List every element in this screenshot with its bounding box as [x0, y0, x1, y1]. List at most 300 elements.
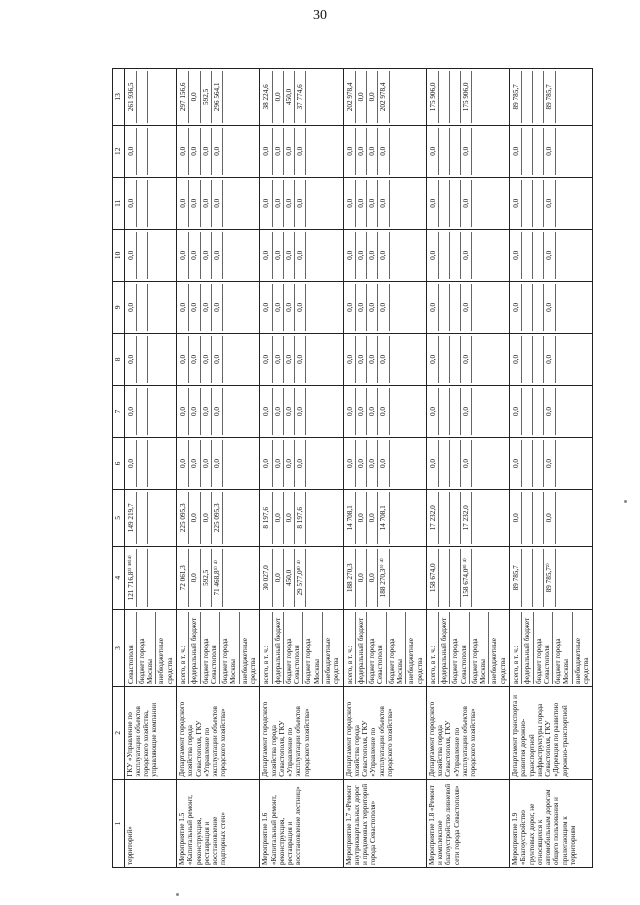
amount-value: 0,0	[511, 388, 522, 435]
amount-cell	[510, 333, 593, 385]
amount-value	[450, 284, 461, 331]
amount-value	[390, 232, 400, 279]
amount-value	[450, 388, 461, 435]
amount-value: 0,0	[461, 128, 472, 175]
amount-cell	[510, 281, 593, 333]
amount-cell	[124, 333, 176, 385]
measure-name-cell: Мероприятие 1.6 «Капитальный ремонт, реконструкция, реставрация и восстановление лестниц»	[260, 779, 343, 867]
amount-cell	[343, 437, 426, 489]
amount-cell	[177, 385, 260, 437]
amount-value: 0,0	[201, 336, 212, 383]
amount-value: 0,0	[367, 128, 378, 175]
amount-value	[522, 71, 533, 123]
amount-value: 121 716,8³⁾ ¹⁸⁾⁴⁾	[126, 549, 137, 607]
responsible-cell: Департамент городского хозяйства города Севастополя, ГКУ «Управление по эксплуатации объектов городского хозяйства»	[343, 686, 426, 779]
amount-value	[450, 232, 461, 279]
funding-source-line: бюджет города Москвы	[387, 612, 407, 684]
amount-value: 0,0	[261, 180, 272, 227]
amount-value: 592,5	[201, 549, 212, 607]
amount-value	[306, 336, 316, 383]
amount-value: 0,0	[273, 232, 284, 279]
amount-value	[390, 388, 400, 435]
amount-value: 0,0	[544, 336, 555, 383]
amount-value	[556, 71, 566, 123]
amount-value: 0,0	[428, 128, 439, 175]
page-number: 30	[313, 8, 327, 23]
amount-value: 0,0	[461, 180, 472, 227]
amount-value: 0,0	[284, 388, 295, 435]
amount-value: 0,0	[273, 388, 284, 435]
amount-value	[472, 284, 482, 331]
amount-value: 0,0	[428, 232, 439, 279]
amount-value: 0,0	[428, 388, 439, 435]
amount-value: 0,0	[273, 492, 284, 544]
amount-value: 0,0	[345, 232, 356, 279]
amount-value	[439, 71, 450, 123]
table-body	[124, 69, 593, 868]
funding-source-line: всего, в т. ч.:	[178, 612, 189, 684]
amount-cell	[510, 385, 593, 437]
amount-value	[472, 232, 482, 279]
amount-value	[533, 492, 544, 544]
amount-value: 0,0	[212, 128, 223, 175]
amount-value	[522, 232, 533, 279]
amount-value: 0,0	[126, 388, 137, 435]
amount-value	[522, 549, 533, 607]
amount-value	[306, 180, 316, 227]
amount-value: 0,0	[378, 440, 389, 487]
amount-cell	[426, 125, 509, 177]
amount-value: 0,0	[345, 336, 356, 383]
funding-source-cell	[426, 609, 509, 686]
amount-value	[439, 232, 450, 279]
amount-value: 0,0	[189, 180, 200, 227]
amount-value: 0,0	[367, 549, 378, 607]
funding-source-line: бюджет города Москвы	[553, 612, 573, 684]
column-header-2: 2	[113, 686, 125, 779]
funding-source-line: бюджет города Севастополя	[450, 612, 470, 684]
amount-value	[223, 180, 233, 227]
amount-value: 38 224,6	[261, 71, 272, 123]
amount-value: 0,0	[511, 284, 522, 331]
amount-value	[148, 71, 158, 123]
amount-value: 0,0	[511, 232, 522, 279]
measure-name-cell: Мероприятие 1.9 «Благоустройство грунтовых дорог, не относящихся к автомобильным дорогам общего пользования и прилегающим к территориям	[510, 779, 593, 867]
amount-cell	[260, 490, 343, 547]
amount-value	[306, 388, 316, 435]
table-row	[343, 69, 426, 868]
amount-value: 0,0	[295, 180, 306, 227]
amount-cell	[260, 385, 343, 437]
amount-value: 0,0	[295, 388, 306, 435]
amount-value: 0,0	[261, 232, 272, 279]
amount-cell	[426, 546, 509, 609]
amount-value: 175 906,0	[461, 71, 472, 123]
amount-cell	[177, 177, 260, 229]
amount-value: 71 468,8⁵⁾ ⁴⁾	[212, 549, 223, 607]
funding-source-line: всего, в т. ч.:	[511, 612, 522, 684]
amount-cell	[426, 281, 509, 333]
table-row	[426, 69, 509, 868]
amount-value	[522, 128, 533, 175]
amount-value: 0,0	[428, 336, 439, 383]
funding-source-cell	[177, 609, 260, 686]
amount-value: 0,0	[356, 440, 367, 487]
amount-value	[450, 336, 461, 383]
amount-value: 0,0	[378, 180, 389, 227]
amount-value	[472, 180, 482, 227]
amount-value: 0,0	[126, 440, 137, 487]
amount-cell	[260, 546, 343, 609]
amount-value	[522, 284, 533, 331]
amount-value: 0,0	[295, 232, 306, 279]
amount-value	[556, 128, 566, 175]
amount-value: 0,0	[284, 492, 295, 544]
amount-value: 188 270,3⁵⁾ ⁴⁾	[378, 549, 389, 607]
amount-value: 0,0	[295, 284, 306, 331]
amount-value: 0,0	[378, 232, 389, 279]
funding-source-cell	[510, 609, 593, 686]
scan-speck	[176, 893, 179, 896]
amount-cell	[260, 281, 343, 333]
amount-value	[390, 180, 400, 227]
amount-value	[439, 336, 450, 383]
amount-value	[390, 128, 400, 175]
amount-value	[148, 388, 158, 435]
funding-source-cell	[343, 609, 426, 686]
amount-cell	[260, 125, 343, 177]
amount-value	[450, 180, 461, 227]
amount-value: 37 774,6	[295, 71, 306, 123]
funding-source-cell	[260, 609, 343, 686]
amount-value: 0,0	[356, 71, 367, 123]
column-header-9: 9	[113, 281, 125, 333]
amount-value: 0,0	[212, 180, 223, 227]
amount-value	[390, 284, 400, 331]
amount-value	[556, 284, 566, 331]
amount-value	[148, 549, 158, 607]
amount-cell	[510, 490, 593, 547]
amount-value	[533, 549, 544, 607]
column-header-4: 4	[113, 546, 125, 609]
amount-cell	[124, 437, 176, 489]
amount-cell	[343, 490, 426, 547]
amount-value: 0,0	[273, 440, 284, 487]
amount-value	[533, 128, 544, 175]
amount-value	[533, 388, 544, 435]
amount-cell	[177, 546, 260, 609]
column-header-12: 12	[113, 125, 125, 177]
amount-value: 0,0	[189, 336, 200, 383]
amount-value: 0,0	[461, 232, 472, 279]
amount-value	[522, 336, 533, 383]
amount-value	[137, 336, 148, 383]
amount-cell	[343, 125, 426, 177]
measure-name-cell: Мероприятие 1.5 «Капитальный ремонт, реконструкция, реставрация и восстановление подпорных стен»	[177, 779, 260, 867]
table-row	[124, 69, 176, 868]
amount-cell	[124, 385, 176, 437]
responsible-cell: ГКУ «Управление по эксплуатации объектов городского хозяйства, управляющие компании	[124, 686, 176, 779]
amount-value	[223, 440, 233, 487]
amount-value: 72 061,3	[178, 549, 189, 607]
amount-value: 0,0	[356, 336, 367, 383]
funding-source-line: федеральный бюджет	[439, 612, 450, 684]
amount-value: 0,0	[356, 388, 367, 435]
amount-value: 0,0	[273, 180, 284, 227]
amount-value	[556, 180, 566, 227]
amount-value: 0,0	[544, 284, 555, 331]
amount-value: 0,0	[345, 284, 356, 331]
amount-cell	[343, 69, 426, 126]
amount-value	[137, 128, 148, 175]
amount-value	[533, 336, 544, 383]
amount-value	[556, 388, 566, 435]
table-viewport	[112, 68, 617, 868]
amount-value	[223, 388, 233, 435]
amount-cell	[260, 69, 343, 126]
responsible-cell: Департамент городского хозяйства города Севастополя, ГКУ «Управление по эксплуатации объектов городского хозяйства»	[426, 686, 509, 779]
amount-value	[306, 128, 316, 175]
amount-cell	[426, 69, 509, 126]
amount-value: 296 564,1	[212, 71, 223, 123]
amount-value	[223, 336, 233, 383]
column-header-13: 13	[113, 69, 125, 126]
funding-source-line: федеральный бюджет	[189, 612, 200, 684]
amount-value	[306, 232, 316, 279]
amount-value: 0,0	[428, 284, 439, 331]
amount-value	[137, 549, 148, 607]
amount-value: 0,0	[345, 388, 356, 435]
amount-value	[522, 440, 533, 487]
measure-name-cell: Мероприятие 1.8 «Ремонт и комплексное благоустройство ливневой сети города Севастополя»	[426, 779, 509, 867]
amount-value: 0,0	[356, 180, 367, 227]
amount-value: 0,0	[367, 232, 378, 279]
amount-value: 0,0	[212, 440, 223, 487]
amount-cell	[426, 385, 509, 437]
amount-value	[137, 284, 148, 331]
amount-value	[306, 549, 316, 607]
amount-value: 29 577,0⁸⁾ ⁴⁾	[295, 549, 306, 607]
amount-value: 0,0	[295, 128, 306, 175]
amount-value: 0,0	[189, 388, 200, 435]
amount-value	[522, 388, 533, 435]
amount-value	[306, 71, 316, 123]
amount-value: 89 785,7	[511, 549, 522, 607]
amount-value: 0,0	[544, 180, 555, 227]
amount-value	[450, 440, 461, 487]
amount-cell	[124, 229, 176, 281]
header-row	[113, 69, 125, 868]
amount-value	[533, 232, 544, 279]
amount-value: 158 674,0	[428, 549, 439, 607]
amount-value	[390, 71, 400, 123]
column-header-6: 6	[113, 437, 125, 489]
amount-value: 0,0	[284, 180, 295, 227]
funding-source-line: бюджет города Москвы	[470, 612, 490, 684]
amount-value: 0,0	[178, 284, 189, 331]
amount-cell	[260, 437, 343, 489]
amount-value: 0,0	[284, 440, 295, 487]
amount-cell	[177, 281, 260, 333]
amount-cell	[426, 437, 509, 489]
amount-value: 0,0	[378, 388, 389, 435]
amount-value: 0,0	[428, 440, 439, 487]
column-header-11: 11	[113, 177, 125, 229]
amount-cell	[177, 437, 260, 489]
amount-value: 0,0	[201, 128, 212, 175]
amount-value: 0,0	[273, 336, 284, 383]
amount-cell	[177, 125, 260, 177]
amount-value: 0,0	[511, 440, 522, 487]
amount-value	[472, 549, 482, 607]
amount-value: 0,0	[284, 336, 295, 383]
amount-cell	[177, 229, 260, 281]
amount-value: 0,0	[201, 492, 212, 544]
amount-value: 0,0	[189, 71, 200, 123]
amount-cell	[343, 281, 426, 333]
amount-value	[137, 388, 148, 435]
amount-value	[533, 440, 544, 487]
funding-source-line: внебюджетные средства	[323, 638, 341, 684]
amount-value: 0,0	[261, 284, 272, 331]
amount-value	[390, 549, 400, 607]
amount-cell	[426, 490, 509, 547]
amount-value	[439, 180, 450, 227]
amount-cell	[177, 333, 260, 385]
amount-cell	[260, 333, 343, 385]
amount-value: 0,0	[511, 128, 522, 175]
amount-value: 0,0	[178, 440, 189, 487]
funding-source-line: бюджет города Севастополя	[534, 612, 554, 684]
amount-value	[556, 232, 566, 279]
amount-value	[472, 388, 482, 435]
amount-value: 0,0	[345, 180, 356, 227]
amount-value	[533, 284, 544, 331]
amount-value: 0,0	[201, 440, 212, 487]
amount-value	[148, 284, 158, 331]
funding-source-line: Севастополя	[126, 612, 137, 684]
table-row	[177, 69, 260, 868]
amount-value	[556, 440, 566, 487]
amount-value: 0,0	[284, 284, 295, 331]
amount-cell	[343, 177, 426, 229]
amount-value: 0,0	[511, 180, 522, 227]
funding-source-line: всего, в т. ч.:	[345, 612, 356, 684]
amount-value	[148, 492, 158, 544]
amount-value: 0,0	[201, 388, 212, 435]
amount-value	[137, 71, 148, 123]
amount-value: 0,0	[261, 440, 272, 487]
amount-value	[223, 549, 233, 607]
amount-value: 14 708,1	[378, 492, 389, 544]
amount-value	[472, 492, 482, 544]
amount-value: 0,0	[544, 388, 555, 435]
amount-value: 0,0	[544, 492, 555, 544]
amount-value	[556, 549, 566, 607]
amount-value: 0,0	[367, 180, 378, 227]
amount-value: 0,0	[178, 388, 189, 435]
amount-cell	[177, 490, 260, 547]
amount-value	[148, 440, 158, 487]
amount-cell	[124, 546, 176, 609]
amount-value: 0,0	[461, 388, 472, 435]
amount-cell	[426, 229, 509, 281]
amount-value: 149 219,7	[126, 492, 137, 544]
amount-value	[137, 232, 148, 279]
amount-value: 0,0	[511, 492, 522, 544]
funding-source-line: бюджет города Севастополя	[284, 612, 304, 684]
amount-cell	[343, 546, 426, 609]
funding-source-line: федеральный бюджет	[356, 612, 367, 684]
amount-value	[439, 128, 450, 175]
amount-value: 0,0	[201, 180, 212, 227]
amount-value: 0,0	[461, 440, 472, 487]
funding-source-line: бюджет города Севастополя	[367, 612, 387, 684]
amount-value	[148, 232, 158, 279]
amount-value	[306, 440, 316, 487]
amount-value	[450, 492, 461, 544]
responsible-cell: Департамент транспорта и развития дорожно-транспортной инфраструктуры города Севастополя, ГКУ «Дирекция по развитию дорожно-транспортной	[510, 686, 593, 779]
amount-value: 0,0	[189, 128, 200, 175]
scan-speck	[624, 500, 627, 503]
amount-value: 592,5	[201, 71, 212, 123]
amount-value: 0,0	[178, 232, 189, 279]
amount-value: 0,0	[273, 71, 284, 123]
amount-value	[450, 71, 461, 123]
amount-cell	[510, 125, 593, 177]
amount-value: 0,0	[189, 492, 200, 544]
amount-value: 0,0	[201, 232, 212, 279]
responsible-cell: Департамент городского хозяйства города Севастополя, ГКУ «Управление по эксплуатации объектов городского хозяйства»	[177, 686, 260, 779]
amount-value: 0,0	[212, 232, 223, 279]
amount-value	[556, 492, 566, 544]
amount-cell	[260, 229, 343, 281]
amount-value: 0,0	[189, 284, 200, 331]
amount-value: 450,0	[284, 71, 295, 123]
amount-value: 225 095,3	[178, 492, 189, 544]
amount-value	[223, 71, 233, 123]
amount-value: 0,0	[356, 492, 367, 544]
amount-value	[390, 336, 400, 383]
funding-source-line: внебюджетные средства	[157, 638, 174, 684]
amount-value: 0,0	[201, 284, 212, 331]
amount-value: 202 978,4	[378, 71, 389, 123]
funding-source-line: федеральный бюджет	[273, 612, 284, 684]
amount-value: 0,0	[461, 284, 472, 331]
amount-value: 225 095,3	[212, 492, 223, 544]
amount-value: 0,0	[367, 388, 378, 435]
amount-value	[450, 549, 461, 607]
amount-value: 0,0	[273, 128, 284, 175]
amount-value: 0,0	[378, 128, 389, 175]
responsible-cell: Департамент городского хозяйства города Севастополя, ГКУ «Управление по эксплуатации объектов городского хозяйства»	[260, 686, 343, 779]
amount-value	[522, 180, 533, 227]
amount-value: 0,0	[378, 284, 389, 331]
amount-cell	[177, 69, 260, 126]
rotated-table-container	[112, 68, 617, 868]
amount-cell	[124, 69, 176, 126]
amount-cell	[124, 125, 176, 177]
amount-value: 0,0	[356, 549, 367, 607]
amount-value: 261 936,5	[126, 71, 137, 123]
amount-value	[533, 71, 544, 123]
amount-value	[223, 284, 233, 331]
amount-value: 188 270,3	[345, 549, 356, 607]
amount-value: 17 232,0	[461, 492, 472, 544]
amount-value	[223, 492, 233, 544]
amount-value: 0,0	[212, 336, 223, 383]
amount-value: 0,0	[126, 180, 137, 227]
